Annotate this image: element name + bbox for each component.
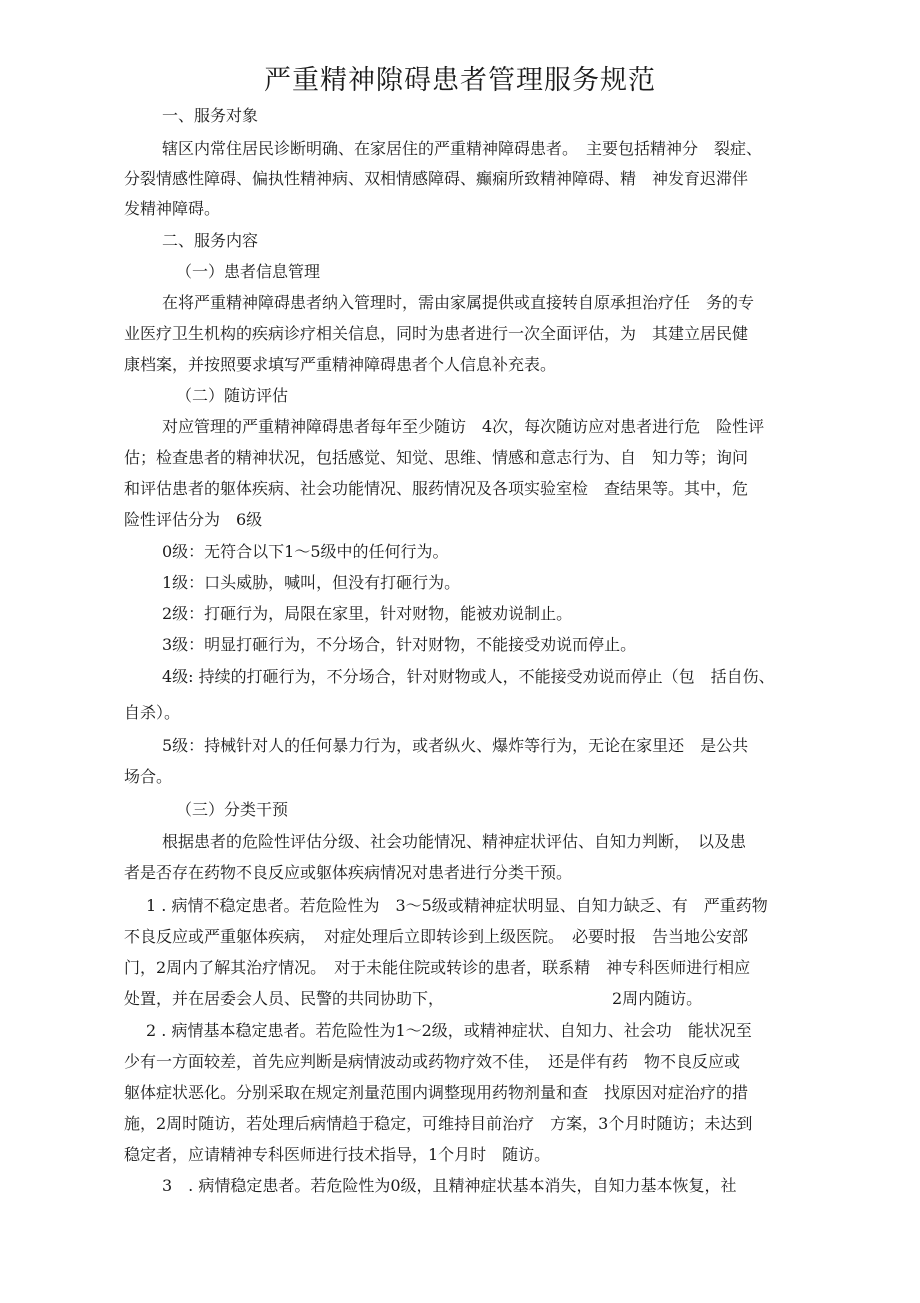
section-heading-service-target: 一、服务对象 (162, 106, 259, 125)
paragraph-line: 发精神障碍。 (124, 199, 221, 218)
list-item-unstable: 1 . 病情不稳定患者。若危险性为 3〜5级或精神症状明显、自知力缺乏、有 严重药物 (146, 896, 768, 915)
subsection-heading-classified-intervention: （三）分类干预 (176, 800, 289, 819)
risk-level-2: 2级：打砸行为，局限在家里，针对财物，能被劝说制止。 (162, 604, 573, 623)
subsection-heading-patient-info: （一）患者信息管理 (176, 262, 321, 281)
paragraph-line: 少有一方面较差，首先应判断是病情波动或药物疗效不佳， 还是伴有药 物不良反应或 (124, 1052, 741, 1071)
paragraph-line: 自杀）。 (124, 703, 181, 722)
risk-level-0: 0级：无符合以下1〜5级中的任何行为。 (162, 542, 449, 561)
paragraph-line: 者是否存在药物不良反应或躯体疾病情况对患者进行分类干预。 (124, 863, 573, 882)
paragraph-line: 门，2周内了解其治疗情况。 对于未能住院或转诊的患者，联系精 神专科医师进行相应 (124, 958, 751, 977)
paragraph-line: 躯体症状恶化。分别采取在规定剂量范围内调整现用药物剂量和查 找原因对症治疗的措 (124, 1083, 749, 1102)
paragraph-line: 根据患者的危险性评估分级、社会功能情况、精神症状评估、自知力判断， 以及患 (162, 832, 747, 851)
paragraph-line: 分裂情感性障碍、偏执性精神病、双相情感障碍、癫痫所致精神障碍、精 神发育迟滞伴 (124, 169, 749, 188)
paragraph-line: 辖区内常住居民诊断明确、在家居住的严重精神障碍患者。 主要包括精神分 裂症、 (162, 139, 763, 158)
paragraph-line: 稳定者，应请精神专科医师进行技术指导，1个月时 随访。 (124, 1145, 551, 1164)
paragraph-line: 不良反应或严重躯体疾病， 对症处理后立即转诊到上级医院。 必要时报 告当地公安部 (124, 927, 749, 946)
risk-level-5: 5级：持械针对人的任何暴力行为，或者纵火、爆炸等行为，无论在家里还 是公共 (162, 736, 749, 755)
risk-level-1: 1级：口头威胁，喊叫，但没有打砸行为。 (162, 573, 461, 592)
paragraph-line: 对应管理的严重精神障碍患者每年至少随访 4次，每次随访应对患者进行危 险性评 (162, 417, 765, 436)
paragraph-line: 和评估患者的躯体疾病、社会功能情况、服药情况及各项实验室检 查结果等。其中，危 (124, 479, 749, 498)
paragraph-line: 施，2周时随访，若处理后病情趋于稳定，可维持目前治疗 方案，3个月时随访；未达到 (124, 1114, 753, 1133)
risk-level-3: 3级：明显打砸行为，不分场合，针对财物，不能接受劝说而停止。 (162, 635, 637, 654)
section-heading-service-content: 二、服务内容 (162, 231, 259, 250)
paragraph-line: 在将严重精神障碍患者纳入管理时，需由家属提供或直接转自原承担治疗任 务的专 (162, 293, 755, 312)
paragraph-line: 场合。 (124, 767, 173, 786)
paragraph-line: 估；检查患者的精神状况，包括感觉、知觉、思维、情感和意志行为、自 知力等；询问 (124, 448, 749, 467)
document-title: 严重精神隙碍患者管理服务规范 (264, 65, 656, 96)
subsection-heading-follow-up: （二）随访评估 (176, 386, 289, 405)
list-item-stable: 3 . 病情稳定患者。若危险性为0级，且精神症状基本消失，自知力基本恢复，社 (162, 1176, 737, 1195)
paragraph-line: 处置，并在居委会人员、民警的共同协助下， 2周内随访。 (124, 989, 703, 1008)
paragraph-line: 险性评估分为 6级 (124, 510, 263, 529)
list-item-basically-stable: 2 . 病情基本稳定患者。若危险性为1〜2级，或精神症状、自知力、社会功 能状况至 (146, 1021, 752, 1040)
paragraph-line: 业医疗卫生机构的疾病诊疗相关信息，同时为患者进行一次全面评估，为 其建立居民健 (124, 324, 749, 343)
paragraph-line: 康档案，并按照要求填写严重精神障碍患者个人信息补充表。 (124, 355, 557, 374)
risk-level-4: 4级: 持续的打砸行为，不分场合，针对财物或人，不能接受劝说而停止（包 括自伤、 (162, 667, 775, 686)
